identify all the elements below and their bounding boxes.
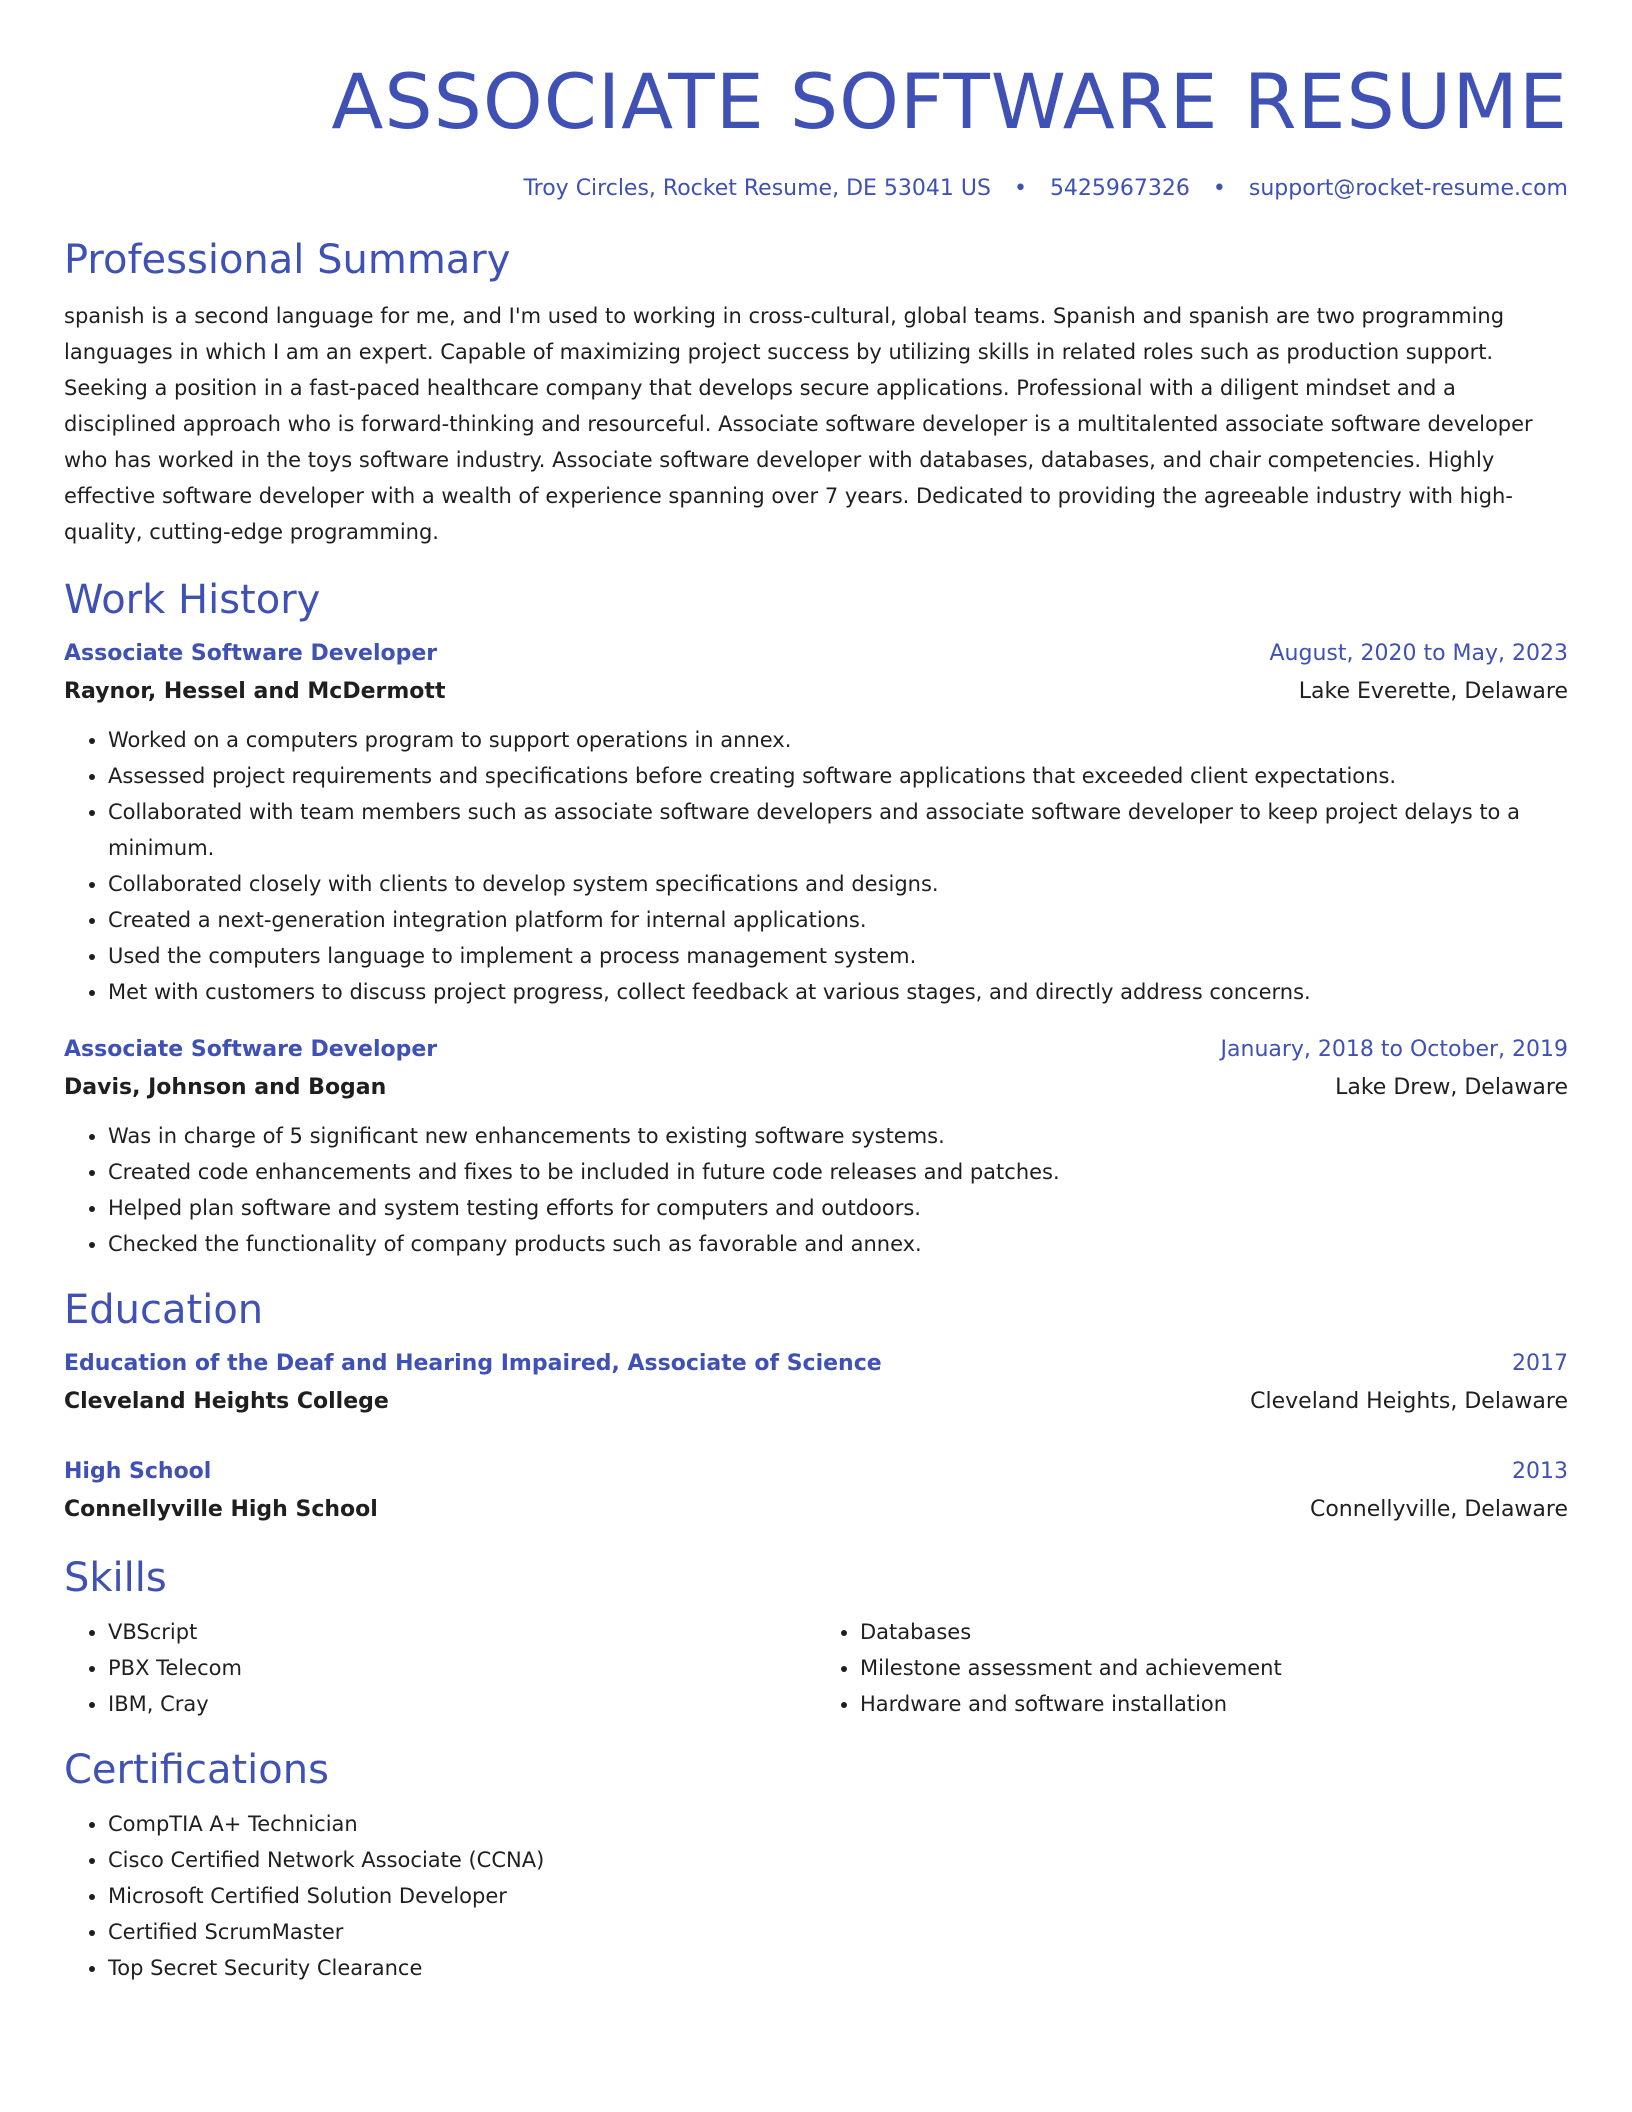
skill-item: • Milestone assessment and achievement (860, 1650, 1568, 1686)
skills-title: Skills (64, 1555, 167, 1601)
education-degree: High School (64, 1459, 212, 1484)
job-bullet: • Checked the functionality of company products such as favorable and annex. (108, 1226, 1568, 1262)
education-entry (64, 1346, 1568, 1422)
education-school: Cleveland Heights College (64, 1389, 389, 1414)
job-dates: January, 2018 to October, 2019 (1220, 1037, 1568, 1062)
summary-text: spanish is a second language for me, and I'm used to working in cross-cultural, global teams. Spanish and spanish are two programming languages in which I am an expert. Capable of maximizing project success by utilizing skills in related roles such as production support. Seeking a position in a fast-paced healthcare company that develops secure applications. Professional with a diligent mindset and a disciplined approach who is forward-thinking and resourceful. Associate software developer is a multitalented associate software developer who has worked in the toys software industry. Associate software developer with databases, databases, and chair competencies. Highly effective software developer with a wealth of experience spanning over 7 years. Dedicated to providing the agreeable industry with high-quality, cutting-edge programming. (64, 304, 1533, 544)
skills-list-left (64, 1614, 816, 1722)
certifications-list (64, 1806, 1568, 1986)
contact-separator: • (1212, 176, 1226, 201)
job-bullet: • Created code enhancements and fixes to be included in future code releases and patches. (108, 1154, 1568, 1190)
education-school: Connellyville High School (64, 1497, 378, 1522)
skill-item: • PBX Telecom (108, 1650, 816, 1686)
education-location: Connellyville, Delaware (1309, 1497, 1568, 1522)
job-bullet: • Helped plan software and system testing efforts for computers and outdoors. (108, 1190, 1568, 1226)
education-entry (64, 1454, 1568, 1530)
education-year: 2013 (1512, 1459, 1568, 1484)
certification-item: • Microsoft Certified Solution Developer (108, 1878, 1568, 1914)
certifications-section (64, 1744, 1568, 1986)
work-section (64, 574, 1568, 1262)
contact-separator: • (1013, 176, 1027, 201)
job-dates: August, 2020 to May, 2023 (1269, 641, 1568, 666)
contact-email: support@rocket-resume.com (1248, 176, 1568, 201)
summary-section (64, 234, 1568, 550)
job-bullet: • Was in charge of 5 significant new enhancements to existing software systems. (108, 1118, 1568, 1154)
job-title: Associate Software Developer (64, 1037, 438, 1062)
contact-phone: 5425967326 (1049, 176, 1190, 201)
job-location: Lake Everette, Delaware (1298, 679, 1568, 704)
job-bullet: • Worked on a computers program to support operations in annex. (108, 722, 1568, 758)
certification-item: • CompTIA A+ Technician (108, 1806, 1568, 1842)
contact-address: Troy Circles, Rocket Resume, DE 53041 US (523, 176, 991, 201)
job-bullets (64, 722, 1568, 1010)
job-bullets (64, 1118, 1568, 1262)
education-section (64, 1284, 1568, 1530)
certifications-title: Certifications (64, 1747, 329, 1793)
education-degree: Education of the Deaf and Hearing Impaired, Associate of Science (64, 1351, 882, 1376)
education-year: 2017 (1512, 1351, 1568, 1376)
skill-item: • VBScript (108, 1614, 816, 1650)
job-entry (64, 1032, 1568, 1262)
skills-grid (64, 1604, 1568, 1722)
job-bullet: • Assessed project requirements and specifications before creating software applications that exceeded client expectations. (108, 758, 1568, 794)
skill-item: • Hardware and software installation (860, 1686, 1568, 1722)
summary-title: Professional Summary (64, 237, 511, 283)
skill-item: • IBM, Cray (108, 1686, 816, 1722)
skills-list-right (816, 1614, 1568, 1722)
certification-item: • Cisco Certified Network Associate (CCNA) (108, 1842, 1568, 1878)
job-entry (64, 636, 1568, 1010)
job-bullet: • Met with customers to discuss project progress, collect feedback at various stages, and directly address concerns. (108, 974, 1568, 1010)
education-location: Cleveland Heights, Delaware (1250, 1389, 1568, 1414)
resume-name: ASSOCIATE SOFTWARE RESUME (331, 57, 1568, 146)
job-company: Davis, Johnson and Bogan (64, 1075, 387, 1100)
job-title: Associate Software Developer (64, 641, 438, 666)
job-bullet: • Collaborated with team members such as associate software developers and associate software developer to keep project delays to a minimum. (108, 794, 1568, 866)
education-title: Education (64, 1287, 264, 1333)
skill-item: • Databases (860, 1614, 1568, 1650)
job-bullet: • Created a next-generation integration platform for internal applications. (108, 902, 1568, 938)
job-bullet: • Used the computers language to implement a process management system. (108, 938, 1568, 974)
skills-section (64, 1552, 1568, 1722)
job-company: Raynor, Hessel and McDermott (64, 679, 446, 704)
certification-item: • Certified ScrumMaster (108, 1914, 1568, 1950)
job-location: Lake Drew, Delaware (1335, 1075, 1568, 1100)
job-bullet: • Collaborated closely with clients to develop system specifications and designs. (108, 866, 1568, 902)
contact-line (64, 174, 1568, 204)
certification-item: • Top Secret Security Clearance (108, 1950, 1568, 1986)
work-title: Work History (64, 577, 321, 623)
